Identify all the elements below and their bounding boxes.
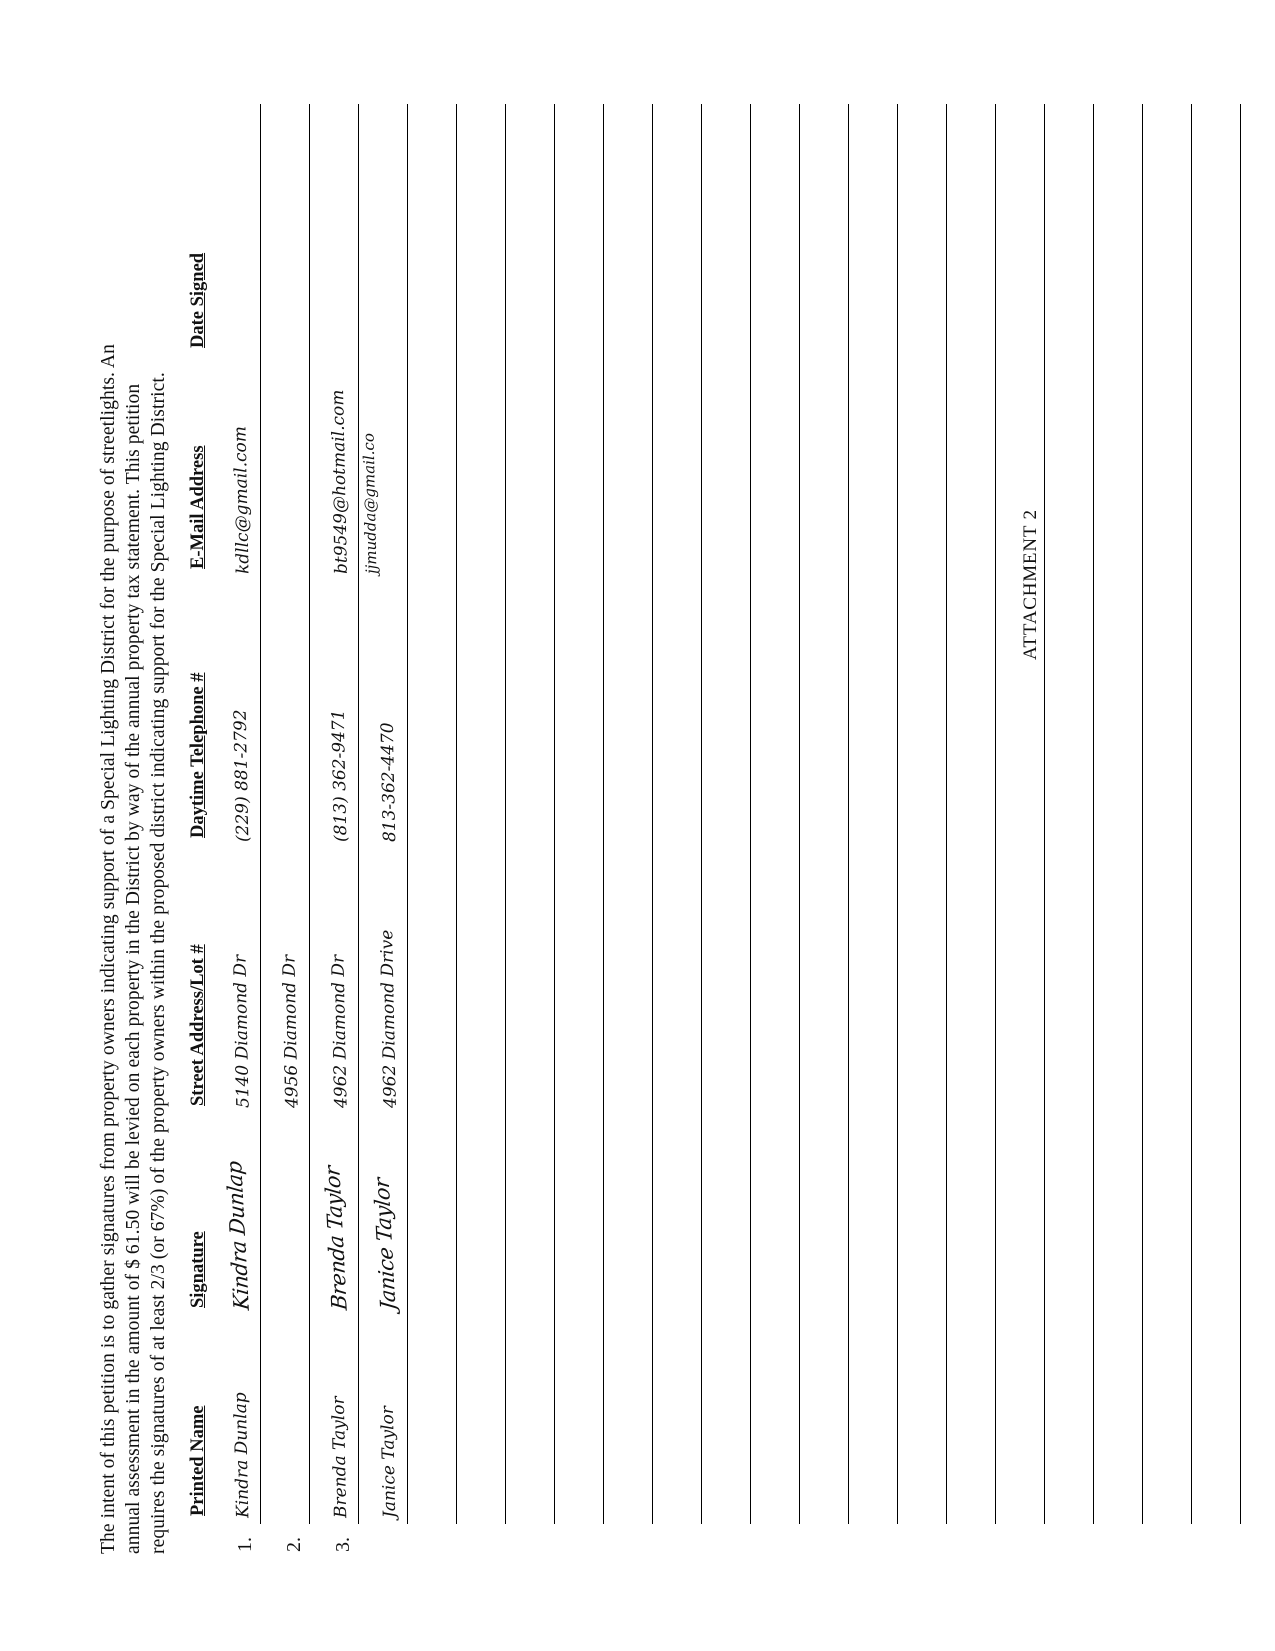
table-row[interactable] [1004, 104, 1053, 1554]
table-row[interactable] [906, 104, 955, 1554]
column-header-signature: Signature [187, 1230, 208, 1308]
column-header-telephone: Daytime Telephone # [187, 672, 208, 838]
table-row[interactable] [857, 104, 906, 1554]
row-rule [260, 104, 261, 1524]
row-rule [1191, 104, 1192, 1524]
telephone-value[interactable]: (813) 362-9471 [328, 708, 351, 842]
column-header-email: E-Mail Address [187, 444, 208, 569]
table-row[interactable] [1249, 104, 1275, 1554]
table-row[interactable] [955, 104, 1004, 1554]
telephone-value[interactable]: (229) 881-2792 [230, 708, 253, 842]
row-rule [407, 104, 408, 1524]
email-value[interactable]: bt9549@hotmail.com [327, 388, 352, 574]
printed-name-value[interactable]: Janice Taylor [377, 1405, 400, 1518]
table-row[interactable] [359, 104, 416, 1554]
street-address-value[interactable]: 4962 Diamond Drive [376, 928, 401, 1108]
row-rule [603, 104, 604, 1524]
street-address-value[interactable]: 5140 Diamond Dr [229, 954, 254, 1108]
signature-value[interactable]: Kindra Dunlap [221, 1159, 254, 1311]
table-row[interactable] [612, 104, 661, 1554]
printed-name-value[interactable]: Kindra Dunlap [230, 1391, 253, 1518]
table-row[interactable] [416, 104, 465, 1554]
table-row[interactable] [1200, 104, 1249, 1554]
row-rule [1142, 104, 1143, 1524]
row-rule [309, 104, 310, 1524]
signature-table [188, 104, 1275, 1554]
row-rule [799, 104, 800, 1524]
row-rule [701, 104, 702, 1524]
table-row[interactable] [661, 104, 710, 1554]
table-row[interactable] [220, 104, 269, 1554]
table-row[interactable] [710, 104, 759, 1554]
row-rule [554, 104, 555, 1524]
row-rule [897, 104, 898, 1524]
table-row[interactable] [759, 104, 808, 1554]
table-row[interactable] [1053, 104, 1102, 1554]
table-row[interactable] [808, 104, 857, 1554]
email-value[interactable]: kdllc@gmail.com [229, 425, 254, 574]
column-header-date-signed: Date Signed [187, 252, 208, 348]
row-rule [358, 104, 359, 1524]
telephone-value[interactable]: 813-362-4470 [377, 721, 400, 842]
attachment-label: ATTACHMENT 2 [1020, 509, 1041, 660]
signature-value[interactable]: Janice Taylor [368, 1176, 401, 1311]
row-number: 2. [282, 1536, 305, 1552]
signature-value[interactable]: Brenda Taylor [319, 1164, 352, 1311]
column-header-street-address: Street Address/Lot # [187, 943, 208, 1106]
row-number: 1. [233, 1536, 256, 1552]
row-rule [652, 104, 653, 1524]
row-rule [1044, 104, 1045, 1524]
row-rule [995, 104, 996, 1524]
row-rule [1093, 104, 1094, 1524]
row-number: 3. [331, 1536, 354, 1552]
petition-intro-paragraph: The intent of this petition is to gather signatures from property owners indicating support of a Special Lighting District for the purpose of streetlights. An annual assessment in the amount of $ 61.50 will be levied on each property in the District by way of the annual property tax statement. This petition requires the signatures of at least 2/3 (or 67%) of the property owners within the proposed district indicating support for the Special Lighting District. [97, 343, 169, 1554]
row-rule [750, 104, 751, 1524]
street-address-value[interactable]: 4956 Diamond Dr [278, 954, 303, 1108]
row-rule [456, 104, 457, 1524]
table-header-row [188, 104, 214, 1554]
email-value[interactable]: jjmudda@gmail.co [359, 432, 380, 574]
table-row[interactable] [1102, 104, 1151, 1554]
table-row[interactable] [318, 104, 367, 1554]
row-rule [1240, 104, 1241, 1524]
row-rule [848, 104, 849, 1524]
printed-name-value[interactable]: Brenda Taylor [328, 1395, 351, 1518]
table-row[interactable] [563, 104, 612, 1554]
petition-content [48, 46, 1228, 1606]
row-rule [946, 104, 947, 1524]
table-body [220, 104, 1275, 1554]
table-row[interactable] [514, 104, 563, 1554]
table-row[interactable] [269, 104, 318, 1554]
row-rule [505, 104, 506, 1524]
column-header-printed-name: Printed Name [187, 1405, 208, 1516]
table-row[interactable] [465, 104, 514, 1554]
street-address-value[interactable]: 4962 Diamond Dr [327, 954, 352, 1108]
table-row[interactable] [1151, 104, 1200, 1554]
